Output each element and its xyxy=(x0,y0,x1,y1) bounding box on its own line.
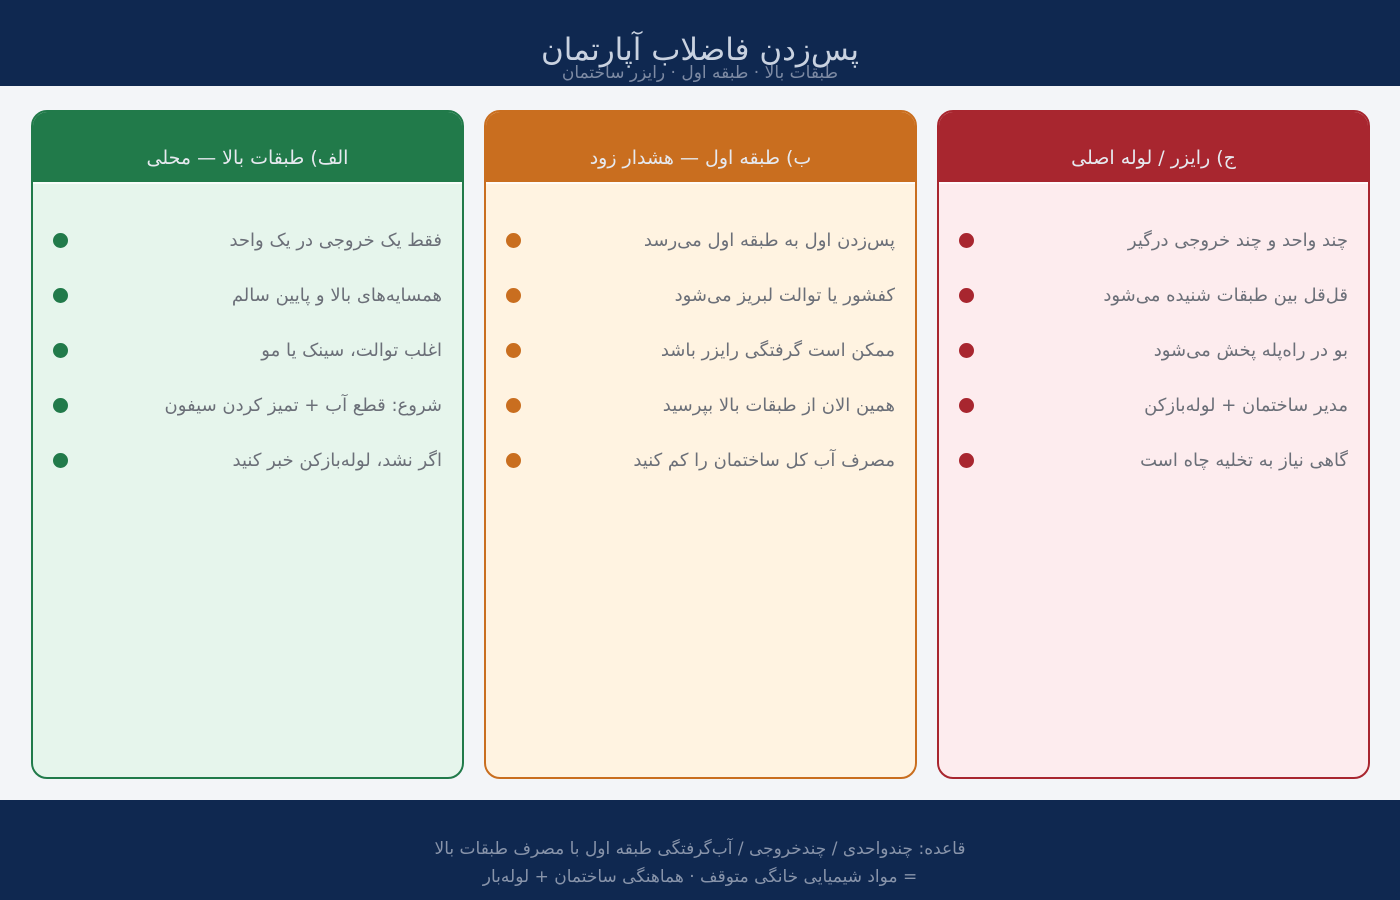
list-item xyxy=(33,226,462,256)
bullet-dot xyxy=(959,343,974,358)
bullet-dot xyxy=(53,398,68,413)
list-item xyxy=(33,336,462,366)
footer-action-line: = مواد شیمیایی خانگی متوقف · هماهنگی ساختمان + لوله‌بار xyxy=(482,867,918,887)
panel-upper-floors xyxy=(31,110,464,779)
list-item xyxy=(486,446,915,476)
bullet-dot xyxy=(959,233,974,248)
page-subtitle: طبقات بالا · طبقه اول · رایزر ساختمان xyxy=(561,63,839,83)
list-item-text: اغلب توالت، سینک یا مو xyxy=(261,340,442,361)
page-title: پس‌زدن فاضلاب آپارتمان xyxy=(540,32,860,68)
list-item xyxy=(939,446,1368,476)
list-item xyxy=(486,281,915,311)
list-item xyxy=(939,281,1368,311)
bullet-dot xyxy=(959,453,974,468)
list-item xyxy=(939,336,1368,366)
panel-first-floor xyxy=(484,110,917,779)
list-item-text: اگر نشد، لوله‌بازکن خبر کنید xyxy=(232,450,442,471)
list-item-text: گاهی نیاز به تخلیه چاه است xyxy=(1140,450,1348,471)
list-item-text: بو در راه‌پله پخش می‌شود xyxy=(1153,340,1348,361)
bullet-dot xyxy=(959,288,974,303)
bullet-dot xyxy=(506,343,521,358)
bullet-dot xyxy=(506,453,521,468)
list-item-text: پس‌زدن اول به طبقه اول می‌رسد xyxy=(643,230,895,251)
panel-first-floor-title: ب) طبقه اول — هشدار زود xyxy=(486,112,915,182)
list-item xyxy=(486,336,915,366)
bullet-dot xyxy=(53,343,68,358)
list-item-text: مصرف آب کل ساختمان را کم کنید xyxy=(633,450,895,471)
bullet-dot xyxy=(506,288,521,303)
panel-riser-body xyxy=(939,182,1368,779)
panel-riser xyxy=(937,110,1370,779)
bullet-dot xyxy=(53,233,68,248)
list-item-text: ممکن است گرفتگی رایزر باشد xyxy=(660,340,895,361)
list-item xyxy=(486,391,915,421)
list-item-text: چند واحد و چند خروجی درگیر xyxy=(1127,230,1348,251)
bullet-dot xyxy=(53,288,68,303)
list-item xyxy=(33,391,462,421)
panel-first-floor-body xyxy=(486,182,915,779)
list-item-text: همین الان از طبقات بالا بپرسید xyxy=(662,395,895,416)
list-item xyxy=(486,226,915,256)
list-item-text: کفشور یا توالت لبریز می‌شود xyxy=(674,285,895,306)
list-item-text: فقط یک خروجی در یک واحد xyxy=(229,230,442,251)
footer-rule-line: قاعده: چندواحدی / چندخروجی / آب‌گرفتگی طبقه اول با مصرف طبقات بالا xyxy=(434,839,966,859)
list-item-text: قل‌قل بین طبقات شنیده می‌شود xyxy=(1103,285,1348,306)
panel-riser-title: ج) رایزر / لوله اصلی xyxy=(939,112,1368,182)
bullet-dot xyxy=(506,398,521,413)
list-item xyxy=(939,226,1368,256)
list-item xyxy=(939,391,1368,421)
panel-upper-floors-title: الف) طبقات بالا — محلی xyxy=(33,112,462,182)
bullet-dot xyxy=(506,233,521,248)
list-item xyxy=(33,281,462,311)
footer-bar xyxy=(0,800,1400,900)
bullet-dot xyxy=(959,398,974,413)
list-item-text: همسایه‌های بالا و پایین سالم xyxy=(231,285,442,306)
list-item xyxy=(33,446,462,476)
list-item-text: مدیر ساختمان + لوله‌بازکن xyxy=(1144,395,1348,416)
list-item-text: شروع: قطع آب + تمیز کردن سیفون xyxy=(164,395,442,416)
header-bar xyxy=(0,0,1400,86)
bullet-dot xyxy=(53,453,68,468)
panel-upper-floors-body xyxy=(33,182,462,779)
